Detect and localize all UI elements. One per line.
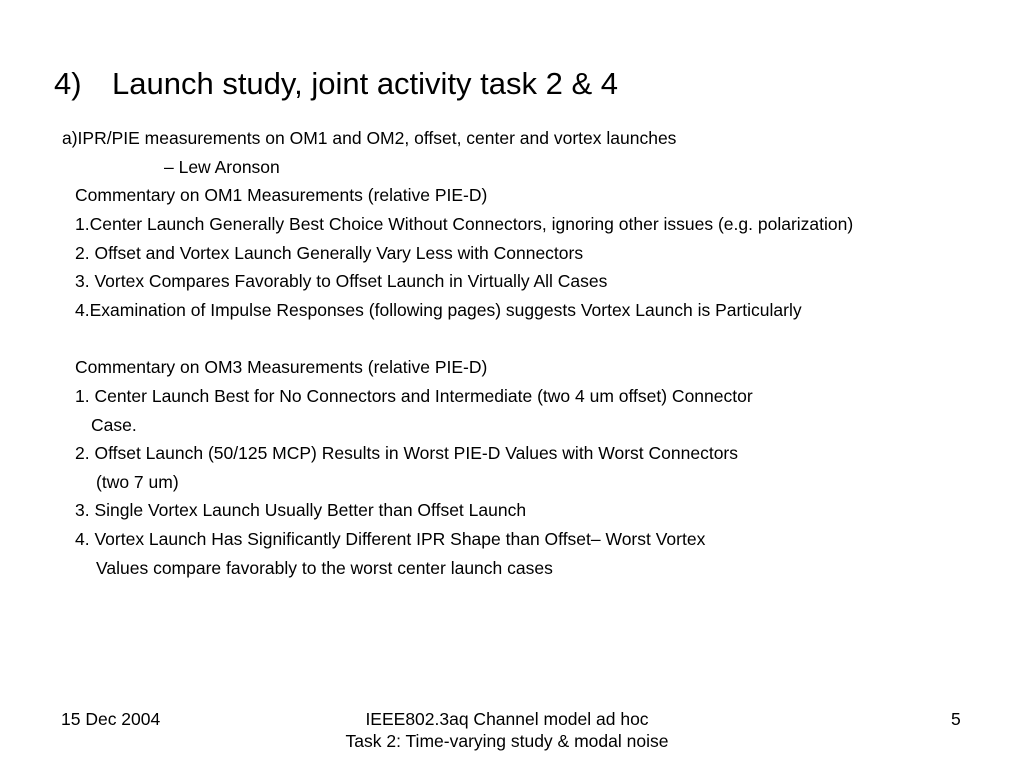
body-line-om3-item-1-cont: Case. <box>91 415 137 435</box>
footer-subtitle: Task 2: Time-varying study & modal noise <box>345 731 669 751</box>
footer-center <box>312 708 702 752</box>
title-text: Launch study, joint activity task 2 & 4 <box>112 66 619 101</box>
footer-date: 15 Dec 2004 <box>61 709 161 729</box>
body-line-om3-item-1: 1. Center Launch Best for No Connectors and Intermediate (two 4 um offset) Connector <box>75 386 753 406</box>
body-line-om1-item-4: 4.Examination of Impulse Responses (following pages) suggests Vortex Launch is Particularly <box>75 300 802 320</box>
body-line-measurements: a)IPR/PIE measurements on OM1 and OM2, offset, center and vortex launches <box>62 128 677 148</box>
slide-title <box>54 64 618 104</box>
body-line-om3-item-4-cont: Values compare favorably to the worst center launch cases <box>96 558 553 578</box>
body-line-om3-item-4: 4. Vortex Launch Has Significantly Different IPR Shape than Offset– Worst Vortex <box>75 529 706 549</box>
body-line-om1-item-3: 3. Vortex Compares Favorably to Offset Launch in Virtually All Cases <box>75 271 608 291</box>
body-line-om3-heading: Commentary on OM3 Measurements (relative PIE-D) <box>75 357 488 377</box>
body-line-om1-item-2: 2. Offset and Vortex Launch Generally Vary Less with Connectors <box>75 243 584 263</box>
body-line-om1-item-1: 1.Center Launch Generally Best Choice Without Connectors, ignoring other issues (e.g. polarization) <box>75 214 854 234</box>
body-line-om3-item-2-cont: (two 7 um) <box>96 472 179 492</box>
body-line-om1-heading: Commentary on OM1 Measurements (relative PIE-D) <box>75 185 488 205</box>
footer-page-number: 5 <box>951 709 961 729</box>
footer-title: IEEE802.3aq Channel model ad hoc <box>365 709 649 729</box>
title-number: 4) <box>54 66 82 101</box>
body-line-om3-item-3: 3. Single Vortex Launch Usually Better than Offset Launch <box>75 500 527 520</box>
body-line-author: – Lew Aronson <box>164 157 280 177</box>
body-line-om3-item-2: 2. Offset Launch (50/125 MCP) Results in Worst PIE-D Values with Worst Connectors <box>75 443 739 463</box>
